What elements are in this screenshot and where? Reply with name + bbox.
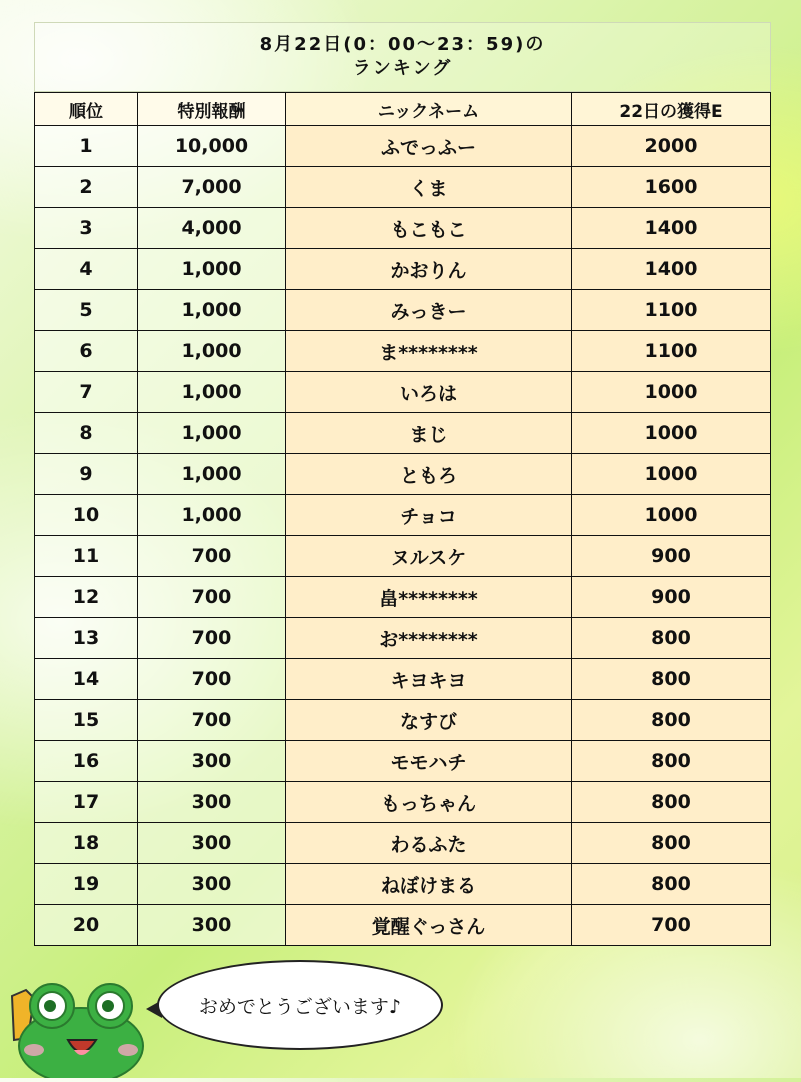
table-row: [35, 823, 771, 864]
reward-cell: 300: [138, 823, 286, 864]
rank-cell: 17: [35, 782, 138, 823]
table-row: [35, 249, 771, 290]
nickname-cell: なすび: [286, 700, 572, 741]
rank-cell: 19: [35, 864, 138, 905]
nickname-cell: ま********: [286, 331, 572, 372]
table-row: [35, 864, 771, 905]
rank-cell: 12: [35, 577, 138, 618]
rank-cell: 4: [35, 249, 138, 290]
speech-bubble-text: おめでとうございます♪: [198, 995, 402, 1018]
reward-cell: 1,000: [138, 290, 286, 331]
reward-cell: 700: [138, 536, 286, 577]
rank-cell: 15: [35, 700, 138, 741]
earned-cell: 1000: [572, 495, 771, 536]
nickname-cell: みっきー: [286, 290, 572, 331]
nickname-cell: 畠********: [286, 577, 572, 618]
nickname-cell: ねぼけまる: [286, 864, 572, 905]
header-rank: 順位: [35, 93, 138, 126]
earned-cell: 800: [572, 741, 771, 782]
table-row: [35, 618, 771, 659]
reward-cell: 300: [138, 741, 286, 782]
reward-cell: 300: [138, 864, 286, 905]
rank-cell: 2: [35, 167, 138, 208]
rank-cell: 18: [35, 823, 138, 864]
earned-cell: 700: [572, 905, 771, 946]
ranking-table-body: [35, 126, 771, 946]
table-row: [35, 331, 771, 372]
reward-cell: 1,000: [138, 249, 286, 290]
nickname-cell: わるふた: [286, 823, 572, 864]
reward-cell: 1,000: [138, 372, 286, 413]
nickname-cell: いろは: [286, 372, 572, 413]
nickname-cell: ともろ: [286, 454, 572, 495]
table-row: [35, 290, 771, 331]
table-row: [35, 372, 771, 413]
rank-cell: 9: [35, 454, 138, 495]
rank-cell: 16: [35, 741, 138, 782]
table-row: [35, 167, 771, 208]
header-reward: 特別報酬: [138, 93, 286, 126]
earned-cell: 800: [572, 782, 771, 823]
reward-cell: 700: [138, 700, 286, 741]
earned-cell: 1100: [572, 331, 771, 372]
reward-cell: 1,000: [138, 331, 286, 372]
speech-bubble: [157, 960, 443, 1050]
reward-cell: 700: [138, 577, 286, 618]
table-header-row: [35, 93, 771, 126]
nickname-cell: キヨキヨ: [286, 659, 572, 700]
reward-cell: 1,000: [138, 454, 286, 495]
earned-cell: 800: [572, 700, 771, 741]
earned-cell: 800: [572, 659, 771, 700]
ranking-title-date: 8月22日(0：00～23：59)の: [259, 34, 546, 55]
table-row: [35, 495, 771, 536]
table-row: [35, 454, 771, 495]
earned-cell: 800: [572, 823, 771, 864]
reward-cell: 1,000: [138, 495, 286, 536]
reward-cell: 300: [138, 782, 286, 823]
earned-cell: 800: [572, 618, 771, 659]
rank-cell: 11: [35, 536, 138, 577]
rank-cell: 7: [35, 372, 138, 413]
nickname-cell: ヌルスケ: [286, 536, 572, 577]
earned-cell: 900: [572, 536, 771, 577]
header-nickname: ニックネーム: [286, 93, 572, 126]
header-earned: 22日の獲得E: [572, 93, 771, 126]
earned-cell: 1400: [572, 249, 771, 290]
reward-cell: 7,000: [138, 167, 286, 208]
ranking-title: [34, 22, 771, 92]
rank-cell: 1: [35, 126, 138, 167]
table-row: [35, 536, 771, 577]
rank-cell: 6: [35, 331, 138, 372]
rank-cell: 10: [35, 495, 138, 536]
rank-cell: 5: [35, 290, 138, 331]
nickname-cell: まじ: [286, 413, 572, 454]
rank-cell: 3: [35, 208, 138, 249]
rank-cell: 20: [35, 905, 138, 946]
nickname-cell: チョコ: [286, 495, 572, 536]
ranking-title-label: ランキング: [352, 58, 453, 79]
frog-mascot-icon: [6, 978, 156, 1078]
nickname-cell: かおりん: [286, 249, 572, 290]
rank-cell: 8: [35, 413, 138, 454]
nickname-cell: 覚醒ぐっさん: [286, 905, 572, 946]
nickname-cell: もっちゃん: [286, 782, 572, 823]
nickname-cell: モモハチ: [286, 741, 572, 782]
earned-cell: 900: [572, 577, 771, 618]
reward-cell: 700: [138, 618, 286, 659]
nickname-cell: ふでっふー: [286, 126, 572, 167]
earned-cell: 1400: [572, 208, 771, 249]
earned-cell: 1000: [572, 454, 771, 495]
reward-cell: 300: [138, 905, 286, 946]
earned-cell: 800: [572, 864, 771, 905]
table-row: [35, 782, 771, 823]
table-row: [35, 700, 771, 741]
table-row: [35, 905, 771, 946]
reward-cell: 1,000: [138, 413, 286, 454]
table-row: [35, 126, 771, 167]
reward-cell: 700: [138, 659, 286, 700]
earned-cell: 1000: [572, 372, 771, 413]
table-row: [35, 413, 771, 454]
rank-cell: 14: [35, 659, 138, 700]
table-row: [35, 577, 771, 618]
earned-cell: 1100: [572, 290, 771, 331]
ranking-table: [34, 92, 771, 946]
earned-cell: 1000: [572, 413, 771, 454]
table-row: [35, 659, 771, 700]
table-row: [35, 741, 771, 782]
earned-cell: 2000: [572, 126, 771, 167]
nickname-cell: もこもこ: [286, 208, 572, 249]
reward-cell: 4,000: [138, 208, 286, 249]
nickname-cell: お********: [286, 618, 572, 659]
nickname-cell: くま: [286, 167, 572, 208]
table-row: [35, 208, 771, 249]
rank-cell: 13: [35, 618, 138, 659]
reward-cell: 10,000: [138, 126, 286, 167]
earned-cell: 1600: [572, 167, 771, 208]
